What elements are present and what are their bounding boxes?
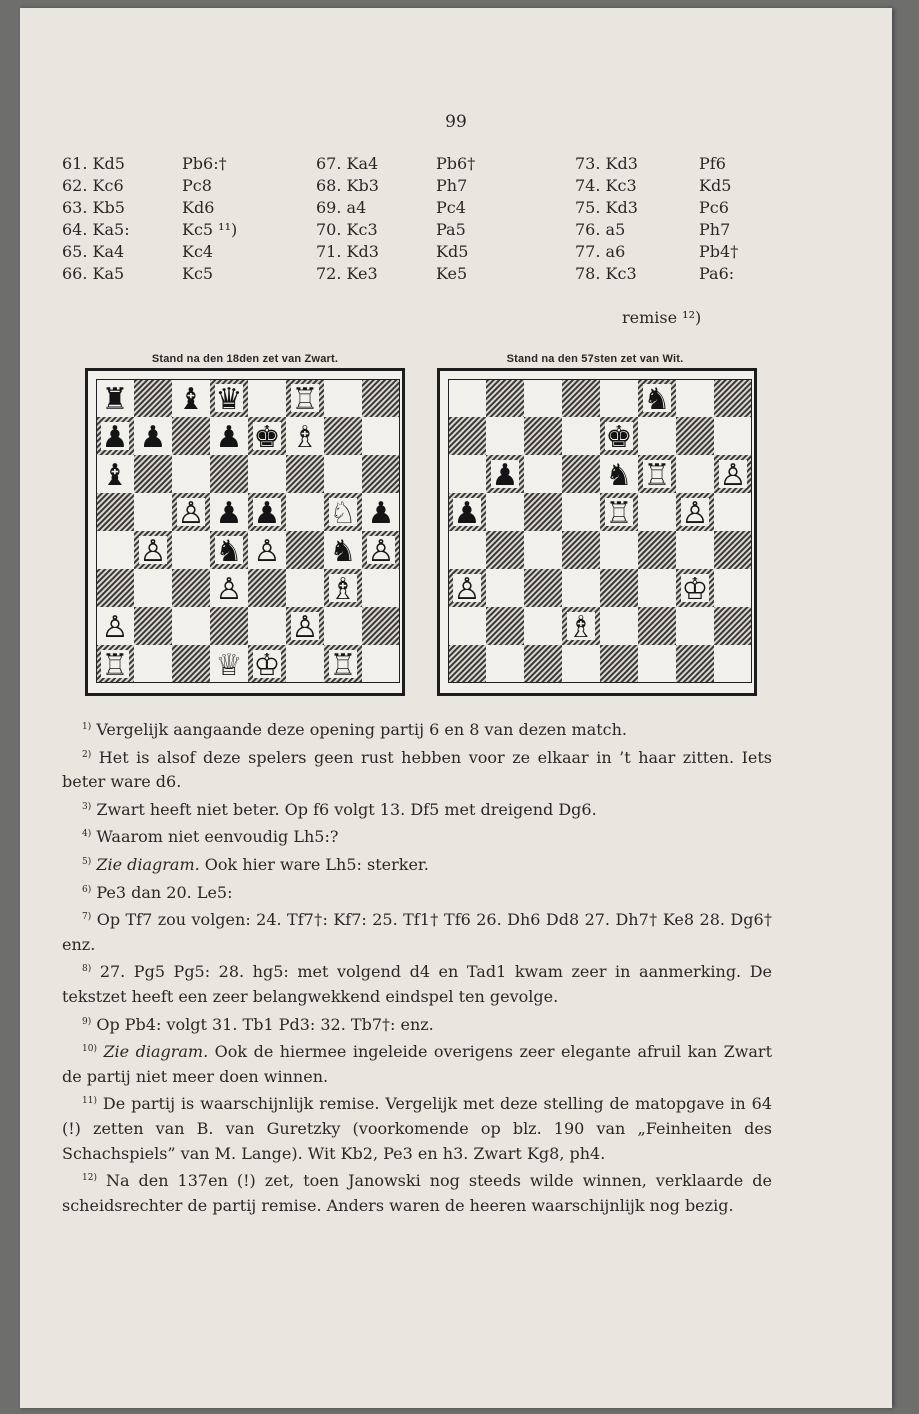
- footnote: [62, 1089, 772, 1166]
- dark-square: [448, 645, 486, 683]
- white-move: 62. Kc6: [62, 176, 124, 195]
- dark-square: [486, 607, 524, 645]
- white-bishop-icon: ♗: [329, 572, 357, 607]
- black-move: Pb6:†: [182, 154, 227, 173]
- book-page: [20, 8, 892, 1408]
- black-pawn-icon: ♟: [139, 420, 167, 455]
- light-square: [562, 417, 600, 455]
- white-pawn-icon: ♙: [367, 534, 395, 569]
- dark-square: [714, 379, 752, 417]
- black-move: Kc5 ¹¹): [182, 220, 238, 239]
- light-square: [562, 493, 600, 531]
- light-square: [676, 379, 714, 417]
- footnote-italic: Zie diagram.: [96, 854, 200, 874]
- footnote-number: 3): [82, 801, 92, 812]
- light-square: [676, 607, 714, 645]
- light-square: [172, 531, 210, 569]
- light-square: [324, 455, 362, 493]
- footnote-number: 11): [82, 1096, 97, 1107]
- light-square: [676, 455, 714, 493]
- black-move: Ke5: [436, 264, 468, 283]
- light-square: [362, 569, 400, 607]
- white-king-icon: ♔: [681, 572, 709, 607]
- light-square: [638, 645, 676, 683]
- light-square: [448, 531, 486, 569]
- black-move: Kd5: [436, 242, 469, 261]
- white-move: 73. Kd3: [575, 154, 638, 173]
- dark-square: [286, 455, 324, 493]
- white-pawn-icon: ♙: [101, 610, 129, 645]
- dark-square: [96, 569, 134, 607]
- light-square: [134, 569, 172, 607]
- white-pawn-icon: ♙: [215, 572, 243, 607]
- white-pawn-icon: ♙: [177, 496, 205, 531]
- dark-square: [172, 417, 210, 455]
- footnote-number: 9): [82, 1016, 92, 1027]
- dark-square: [324, 417, 362, 455]
- black-bishop-icon: ♝: [101, 458, 129, 493]
- black-move: Pa5: [436, 220, 466, 239]
- black-move: Kc5: [182, 264, 214, 283]
- footnote-number: 12): [82, 1173, 97, 1184]
- footnote-number: 7): [82, 912, 92, 923]
- footnote-text: Zwart heeft niet beter. Op f6 volgt 13. Df5 met dreigend Dg6.: [96, 799, 597, 819]
- light-square: [714, 645, 752, 683]
- white-pawn-icon: ♙: [719, 458, 747, 493]
- light-square: [248, 379, 286, 417]
- dark-square: [524, 493, 562, 531]
- dark-square: [600, 569, 638, 607]
- footnote-number: 1): [82, 722, 92, 732]
- light-square: [448, 379, 486, 417]
- light-square: [286, 645, 324, 683]
- light-square: [362, 417, 400, 455]
- dark-square: [448, 417, 486, 455]
- light-square: [486, 493, 524, 531]
- light-square: [486, 417, 524, 455]
- black-move: Pb6†: [436, 154, 476, 173]
- light-square: [172, 607, 210, 645]
- black-pawn-icon: ♟: [491, 458, 519, 493]
- dark-square: [134, 607, 172, 645]
- light-square: [324, 379, 362, 417]
- footnote: [62, 795, 772, 823]
- light-square: [638, 569, 676, 607]
- white-move: 78. Kc3: [575, 264, 637, 283]
- diagram-1-title: Stand na den 18den zet van Zwart.: [151, 353, 339, 365]
- white-pawn-icon: ♙: [253, 534, 281, 569]
- light-square: [172, 455, 210, 493]
- footnote: [62, 743, 772, 795]
- black-king-icon: ♚: [605, 420, 633, 455]
- dark-square: [562, 531, 600, 569]
- white-move: 68. Kb3: [316, 176, 379, 195]
- footnote: [62, 715, 772, 743]
- white-queen-icon: ♕: [215, 648, 243, 683]
- black-pawn-icon: ♟: [253, 496, 281, 531]
- footnote-text: 27. Pg5 Pg5: 28. hg5: met volgend d4 en Tad1 kwam zeer in aanmerking. De tekstzet heeft een zeer belangwekkend eindspel ten gevolge.: [62, 962, 772, 1006]
- black-knight-icon: ♞: [215, 534, 243, 569]
- dark-square: [286, 531, 324, 569]
- black-rook-icon: ♜: [101, 382, 129, 417]
- black-move: Pc6: [699, 198, 729, 217]
- light-square: [486, 569, 524, 607]
- light-square: [562, 645, 600, 683]
- footnote-number: 4): [82, 829, 92, 840]
- light-square: [600, 531, 638, 569]
- black-move: Kd6: [182, 198, 215, 217]
- black-move: Pf6: [699, 154, 726, 173]
- light-square: [676, 531, 714, 569]
- white-move: 67. Ka4: [316, 154, 379, 173]
- dark-square: [714, 607, 752, 645]
- dark-square: [486, 379, 524, 417]
- black-king-icon: ♚: [253, 420, 281, 455]
- white-move: 72. Ke3: [316, 264, 378, 283]
- white-move: 77. a6: [575, 242, 626, 261]
- white-move: 64. Ka5:: [62, 220, 130, 239]
- white-rook-icon: ♖: [643, 458, 671, 493]
- light-square: [714, 569, 752, 607]
- white-move: 63. Kb5: [62, 198, 125, 217]
- white-move: 70. Kc3: [316, 220, 378, 239]
- black-knight-icon: ♞: [643, 382, 671, 417]
- black-pawn-icon: ♟: [101, 420, 129, 455]
- light-square: [324, 607, 362, 645]
- light-square: [524, 531, 562, 569]
- dark-square: [676, 417, 714, 455]
- black-knight-icon: ♞: [329, 534, 357, 569]
- black-move: Pc8: [182, 176, 212, 195]
- dark-square: [524, 569, 562, 607]
- black-move: Kc4: [182, 242, 214, 261]
- light-square: [286, 569, 324, 607]
- footnotes: [62, 715, 772, 1218]
- dark-square: [486, 531, 524, 569]
- light-square: [638, 493, 676, 531]
- white-bishop-icon: ♗: [567, 610, 595, 645]
- white-king-icon: ♔: [253, 648, 281, 683]
- dark-square: [210, 455, 248, 493]
- black-pawn-icon: ♟: [215, 496, 243, 531]
- white-move: 75. Kd3: [575, 198, 638, 217]
- footnote-text: De partij is waarschijnlijk remise. Vergelijk met deze stelling de matopgave in 64 (!) zetten van B. van Guretzky (voorkomende op blz. 190 van „Feinheiten des Schachspiels” van M. Lange). Wit Kb2, Pe3 en h3. Zwart Kg8, ph4.: [62, 1094, 772, 1163]
- footnote: [62, 1166, 772, 1218]
- footnote-text: Op Tf7 zou volgen: 24. Tf7†: Kf7: 25. Tf1† Tf6 26. Dh6 Dd8 27. Dh7† Ke8 28. Dg6† enz.: [62, 910, 772, 954]
- dark-square: [134, 455, 172, 493]
- black-bishop-icon: ♝: [177, 382, 205, 417]
- dark-square: [362, 379, 400, 417]
- light-square: [362, 645, 400, 683]
- footnote: [62, 1037, 772, 1089]
- black-move: Pa6:: [699, 264, 735, 283]
- footnote-text: Vergelijk aangaande deze opening partij 6 en 8 van dezen match.: [96, 720, 628, 739]
- light-square: [524, 379, 562, 417]
- black-move: Ph7: [699, 220, 731, 239]
- footnote-number: 5): [82, 856, 92, 867]
- light-square: [448, 455, 486, 493]
- black-pawn-icon: ♟: [215, 420, 243, 455]
- light-square: [286, 493, 324, 531]
- footnote: [62, 905, 772, 957]
- dark-square: [172, 569, 210, 607]
- black-pawn-icon: ♟: [367, 496, 395, 531]
- black-queen-icon: ♛: [215, 382, 243, 417]
- footnote-number: 10): [82, 1044, 97, 1055]
- light-square: [524, 607, 562, 645]
- dark-square: [210, 607, 248, 645]
- light-square: [638, 417, 676, 455]
- white-knight-icon: ♘: [329, 496, 357, 531]
- black-knight-icon: ♞: [605, 458, 633, 493]
- footnote: [62, 1010, 772, 1038]
- white-rook-icon: ♖: [101, 648, 129, 683]
- light-square: [562, 569, 600, 607]
- black-pawn-icon: ♟: [453, 496, 481, 531]
- light-square: [600, 607, 638, 645]
- light-square: [486, 645, 524, 683]
- white-move: 66. Ka5: [62, 264, 125, 283]
- dark-square: [134, 379, 172, 417]
- light-square: [248, 607, 286, 645]
- white-rook-icon: ♖: [605, 496, 633, 531]
- footnote-text: Waarom niet eenvoudig Lh5:?: [96, 827, 339, 847]
- dark-square: [562, 455, 600, 493]
- white-rook-icon: ♖: [329, 648, 357, 683]
- dark-square: [362, 455, 400, 493]
- chess-board: [96, 379, 400, 683]
- white-pawn-icon: ♙: [291, 610, 319, 645]
- light-square: [134, 645, 172, 683]
- light-square: [96, 531, 134, 569]
- footnote-text: Na den 137en (!) zet, toen Janowski nog steeds wilde winnen, verklaarde de scheidsrechter de partij remise. Anders waren de heeren waarschijnlijk nog bezig.: [62, 1171, 772, 1215]
- footnote: [62, 878, 772, 906]
- page-number: 99: [445, 112, 467, 132]
- footnote-text: Pe3 dan 20. Le5:: [96, 882, 233, 902]
- light-square: [448, 607, 486, 645]
- footnote-text: Het is alsof deze spelers geen rust hebben voor ze elkaar in ’t haar zitten. Iets beter ware d6.: [62, 747, 773, 792]
- dark-square: [248, 569, 286, 607]
- footnote: [62, 850, 772, 878]
- light-square: [248, 455, 286, 493]
- white-pawn-icon: ♙: [139, 534, 167, 569]
- black-move: Pb4†: [699, 242, 739, 261]
- dark-square: [600, 645, 638, 683]
- white-move: 74. Kc3: [575, 176, 637, 195]
- dark-square: [96, 493, 134, 531]
- black-move: Ph7: [436, 176, 468, 195]
- white-bishop-icon: ♗: [291, 420, 319, 455]
- dark-square: [714, 531, 752, 569]
- chess-board: [448, 379, 752, 683]
- white-move: 69. a4: [316, 198, 367, 217]
- light-square: [600, 379, 638, 417]
- dark-square: [524, 645, 562, 683]
- white-move: 71. Kd3: [316, 242, 379, 261]
- white-rook-icon: ♖: [291, 382, 319, 417]
- footnote-number: 8): [82, 964, 92, 975]
- footnote-number: 2): [82, 749, 92, 760]
- black-move: Pc4: [436, 198, 466, 217]
- footnote-italic: Zie diagram.: [103, 1042, 209, 1062]
- dark-square: [638, 607, 676, 645]
- white-move: 76. a5: [575, 220, 626, 239]
- footnote: [62, 822, 772, 850]
- light-square: [714, 493, 752, 531]
- diagram-2-title: Stand na den 57sten zet van Wit.: [506, 353, 684, 365]
- chess-diagram-2: [437, 368, 757, 696]
- remise-text: remise ¹²): [622, 308, 702, 327]
- dark-square: [562, 379, 600, 417]
- light-square: [524, 455, 562, 493]
- dark-square: [172, 645, 210, 683]
- dark-square: [638, 531, 676, 569]
- dark-square: [524, 417, 562, 455]
- white-pawn-icon: ♙: [681, 496, 709, 531]
- footnote-number: 6): [82, 884, 92, 895]
- white-move: 65. Ka4: [62, 242, 125, 261]
- black-move: Kd5: [699, 176, 732, 195]
- footnote-text: Ook hier ware Lh5: sterker.: [199, 854, 429, 874]
- light-square: [134, 493, 172, 531]
- footnote-text: Op Pb4: volgt 31. Tb1 Pd3: 32. Tb7†: enz.: [96, 1014, 434, 1034]
- white-pawn-icon: ♙: [453, 572, 481, 607]
- dark-square: [676, 645, 714, 683]
- light-square: [714, 417, 752, 455]
- chess-diagram-1: [85, 368, 405, 696]
- white-move: 61. Kd5: [62, 154, 125, 173]
- footnote: [62, 957, 772, 1009]
- footnote-text: Ook de hiermee ingeleide overigens zeer elegante afruil kan Zwart de partij niet meer doen winnen.: [62, 1042, 773, 1086]
- dark-square: [362, 607, 400, 645]
